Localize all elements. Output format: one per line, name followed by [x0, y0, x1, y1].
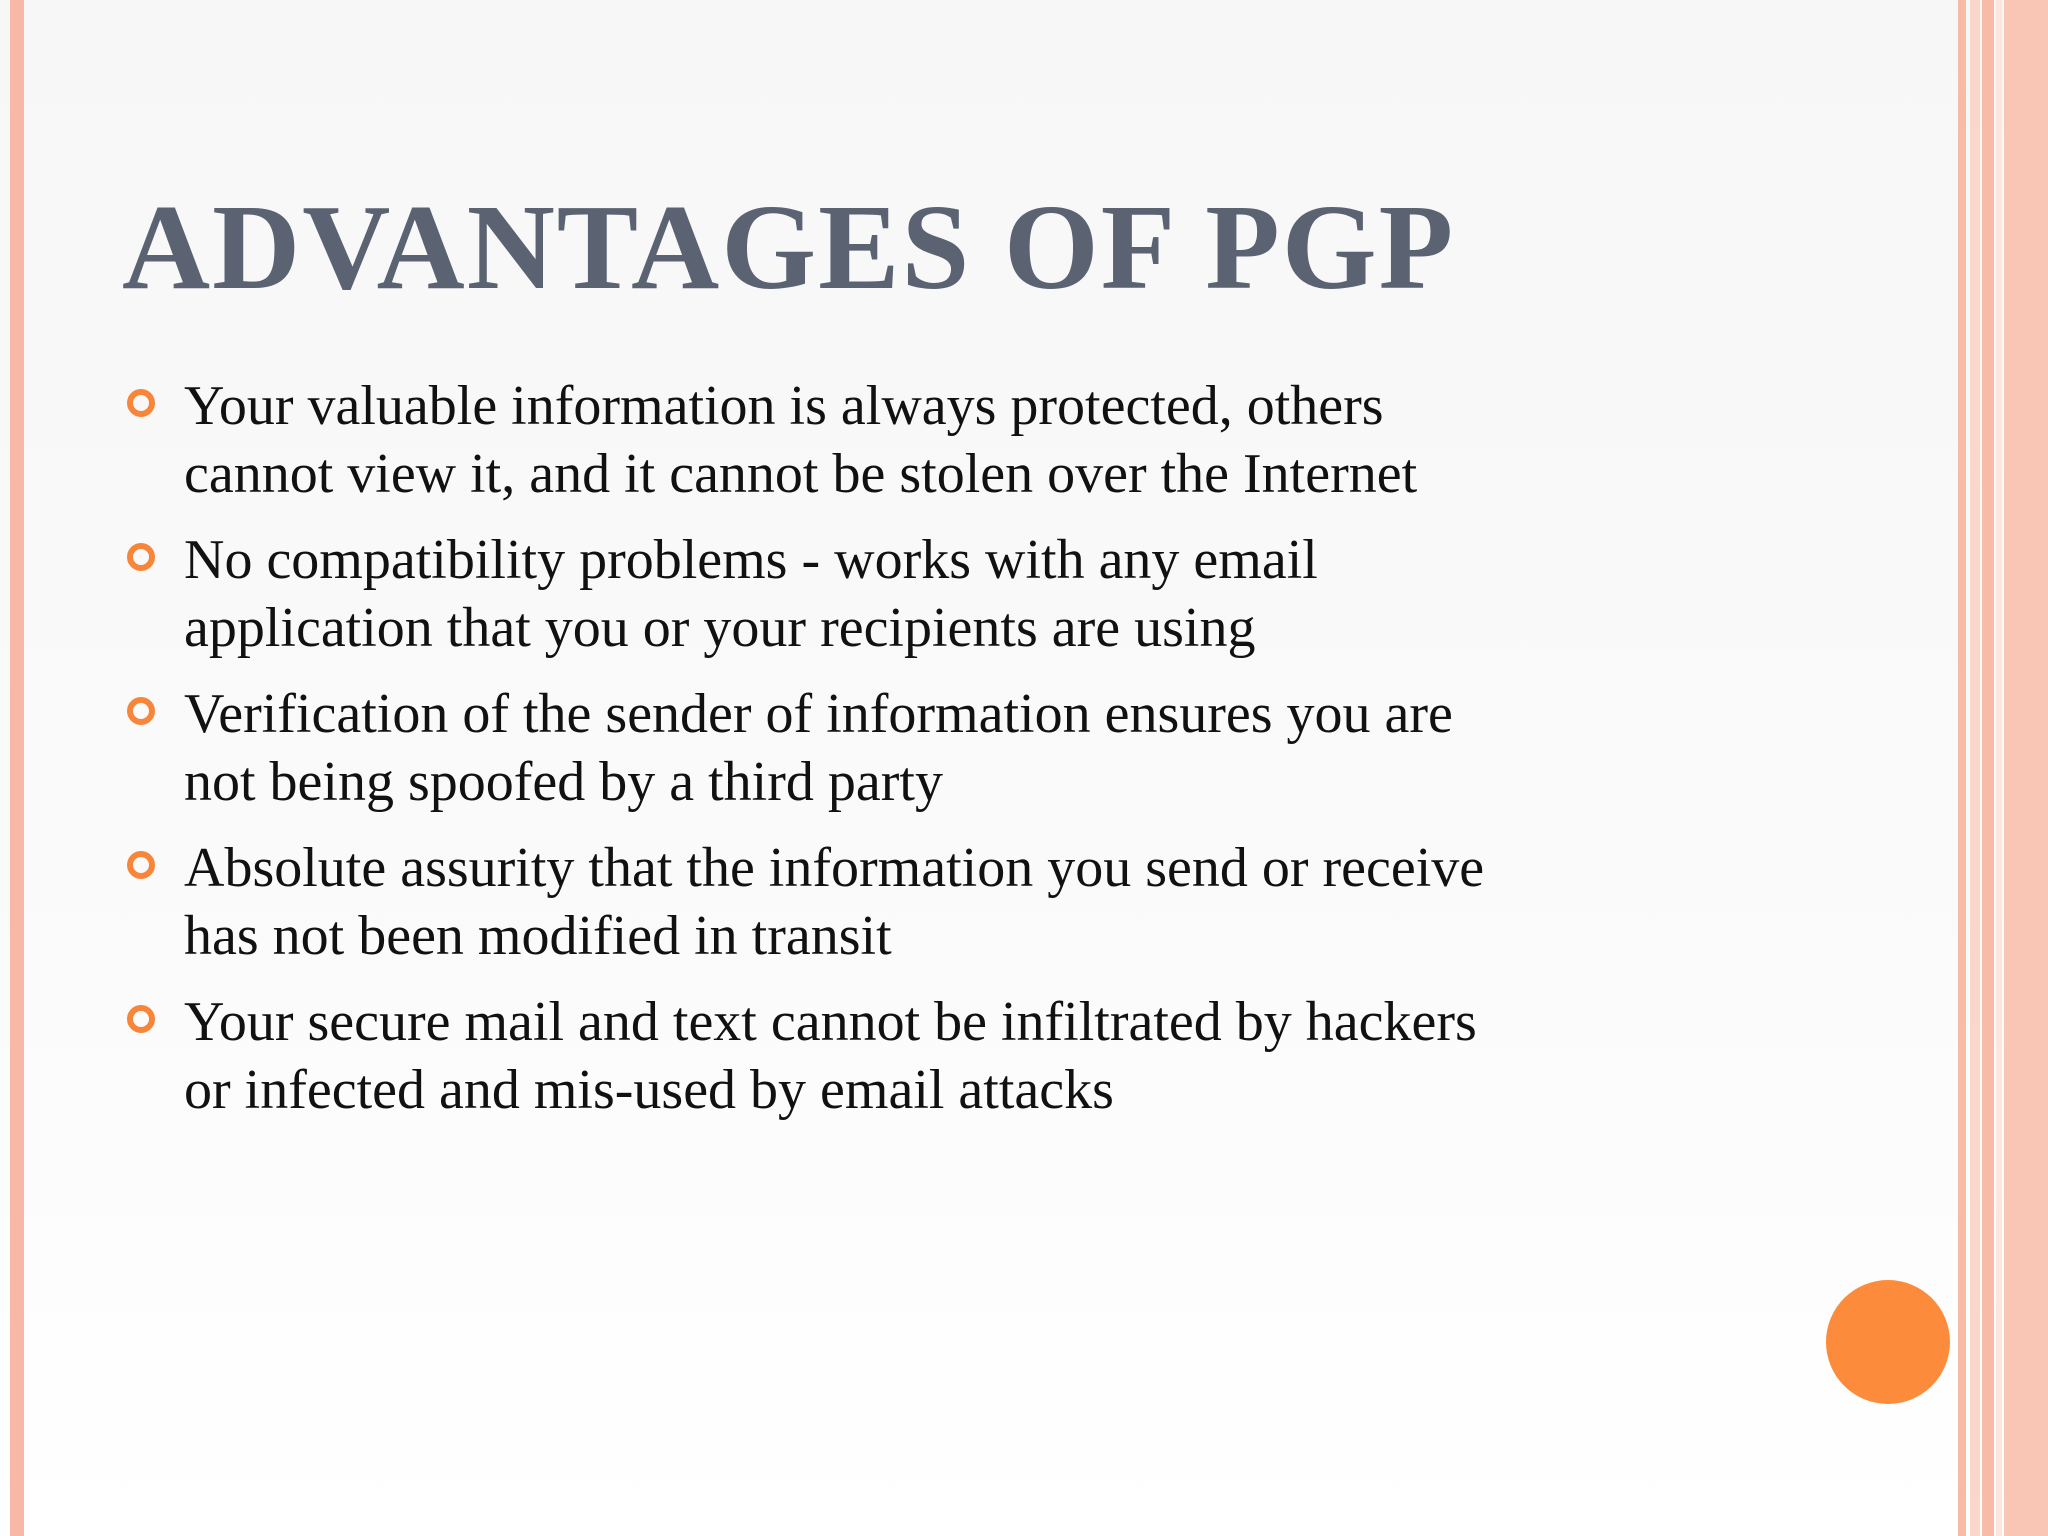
bullet-text-line: has not been modified in transit	[184, 905, 892, 967]
right-border-stripe	[2004, 0, 2048, 1536]
bullet-text-line: application that you or your recipients are using	[184, 597, 1256, 659]
bullet-text-line: Verification of the sender of information ensures you are	[184, 683, 1453, 745]
right-border-stripe	[1958, 0, 1966, 1536]
bullet-list	[122, 372, 1762, 1142]
bullet-text-line: cannot view it, and it cannot be stolen over the Internet	[184, 443, 1418, 505]
bullet-item	[122, 988, 1762, 1124]
bullet-text-line: Your secure mail and text cannot be infiltrated by hackers	[184, 991, 1477, 1053]
hollow-circle-bullet-icon	[127, 851, 155, 879]
bullet-item	[122, 834, 1762, 970]
bullet-text-line: not being spoofed by a third party	[184, 751, 943, 813]
right-border-stripe	[1982, 0, 1994, 1536]
bullet-text-line: or infected and mis-used by email attacks	[184, 1059, 1114, 1121]
right-border-stripe	[1970, 0, 1980, 1536]
hollow-circle-bullet-icon	[127, 697, 155, 725]
bullet-item	[122, 680, 1762, 816]
bullet-text-line: No compatibility problems - works with any email	[184, 529, 1318, 591]
bullet-text-line: Absolute assurity that the information you send or receive	[184, 837, 1485, 899]
left-border-stripe	[10, 0, 24, 1536]
slide-title: ADVANTAGES OF PGP	[122, 180, 1456, 315]
hollow-circle-bullet-icon	[127, 389, 155, 417]
orange-circle-decoration	[1826, 1280, 1950, 1404]
bullet-text-line: Your valuable information is always protected, others	[184, 375, 1384, 437]
bullet-item	[122, 526, 1762, 662]
bullet-item	[122, 372, 1762, 508]
hollow-circle-bullet-icon	[127, 543, 155, 571]
hollow-circle-bullet-icon	[127, 1005, 155, 1033]
right-border-stripe	[1996, 0, 2002, 1536]
